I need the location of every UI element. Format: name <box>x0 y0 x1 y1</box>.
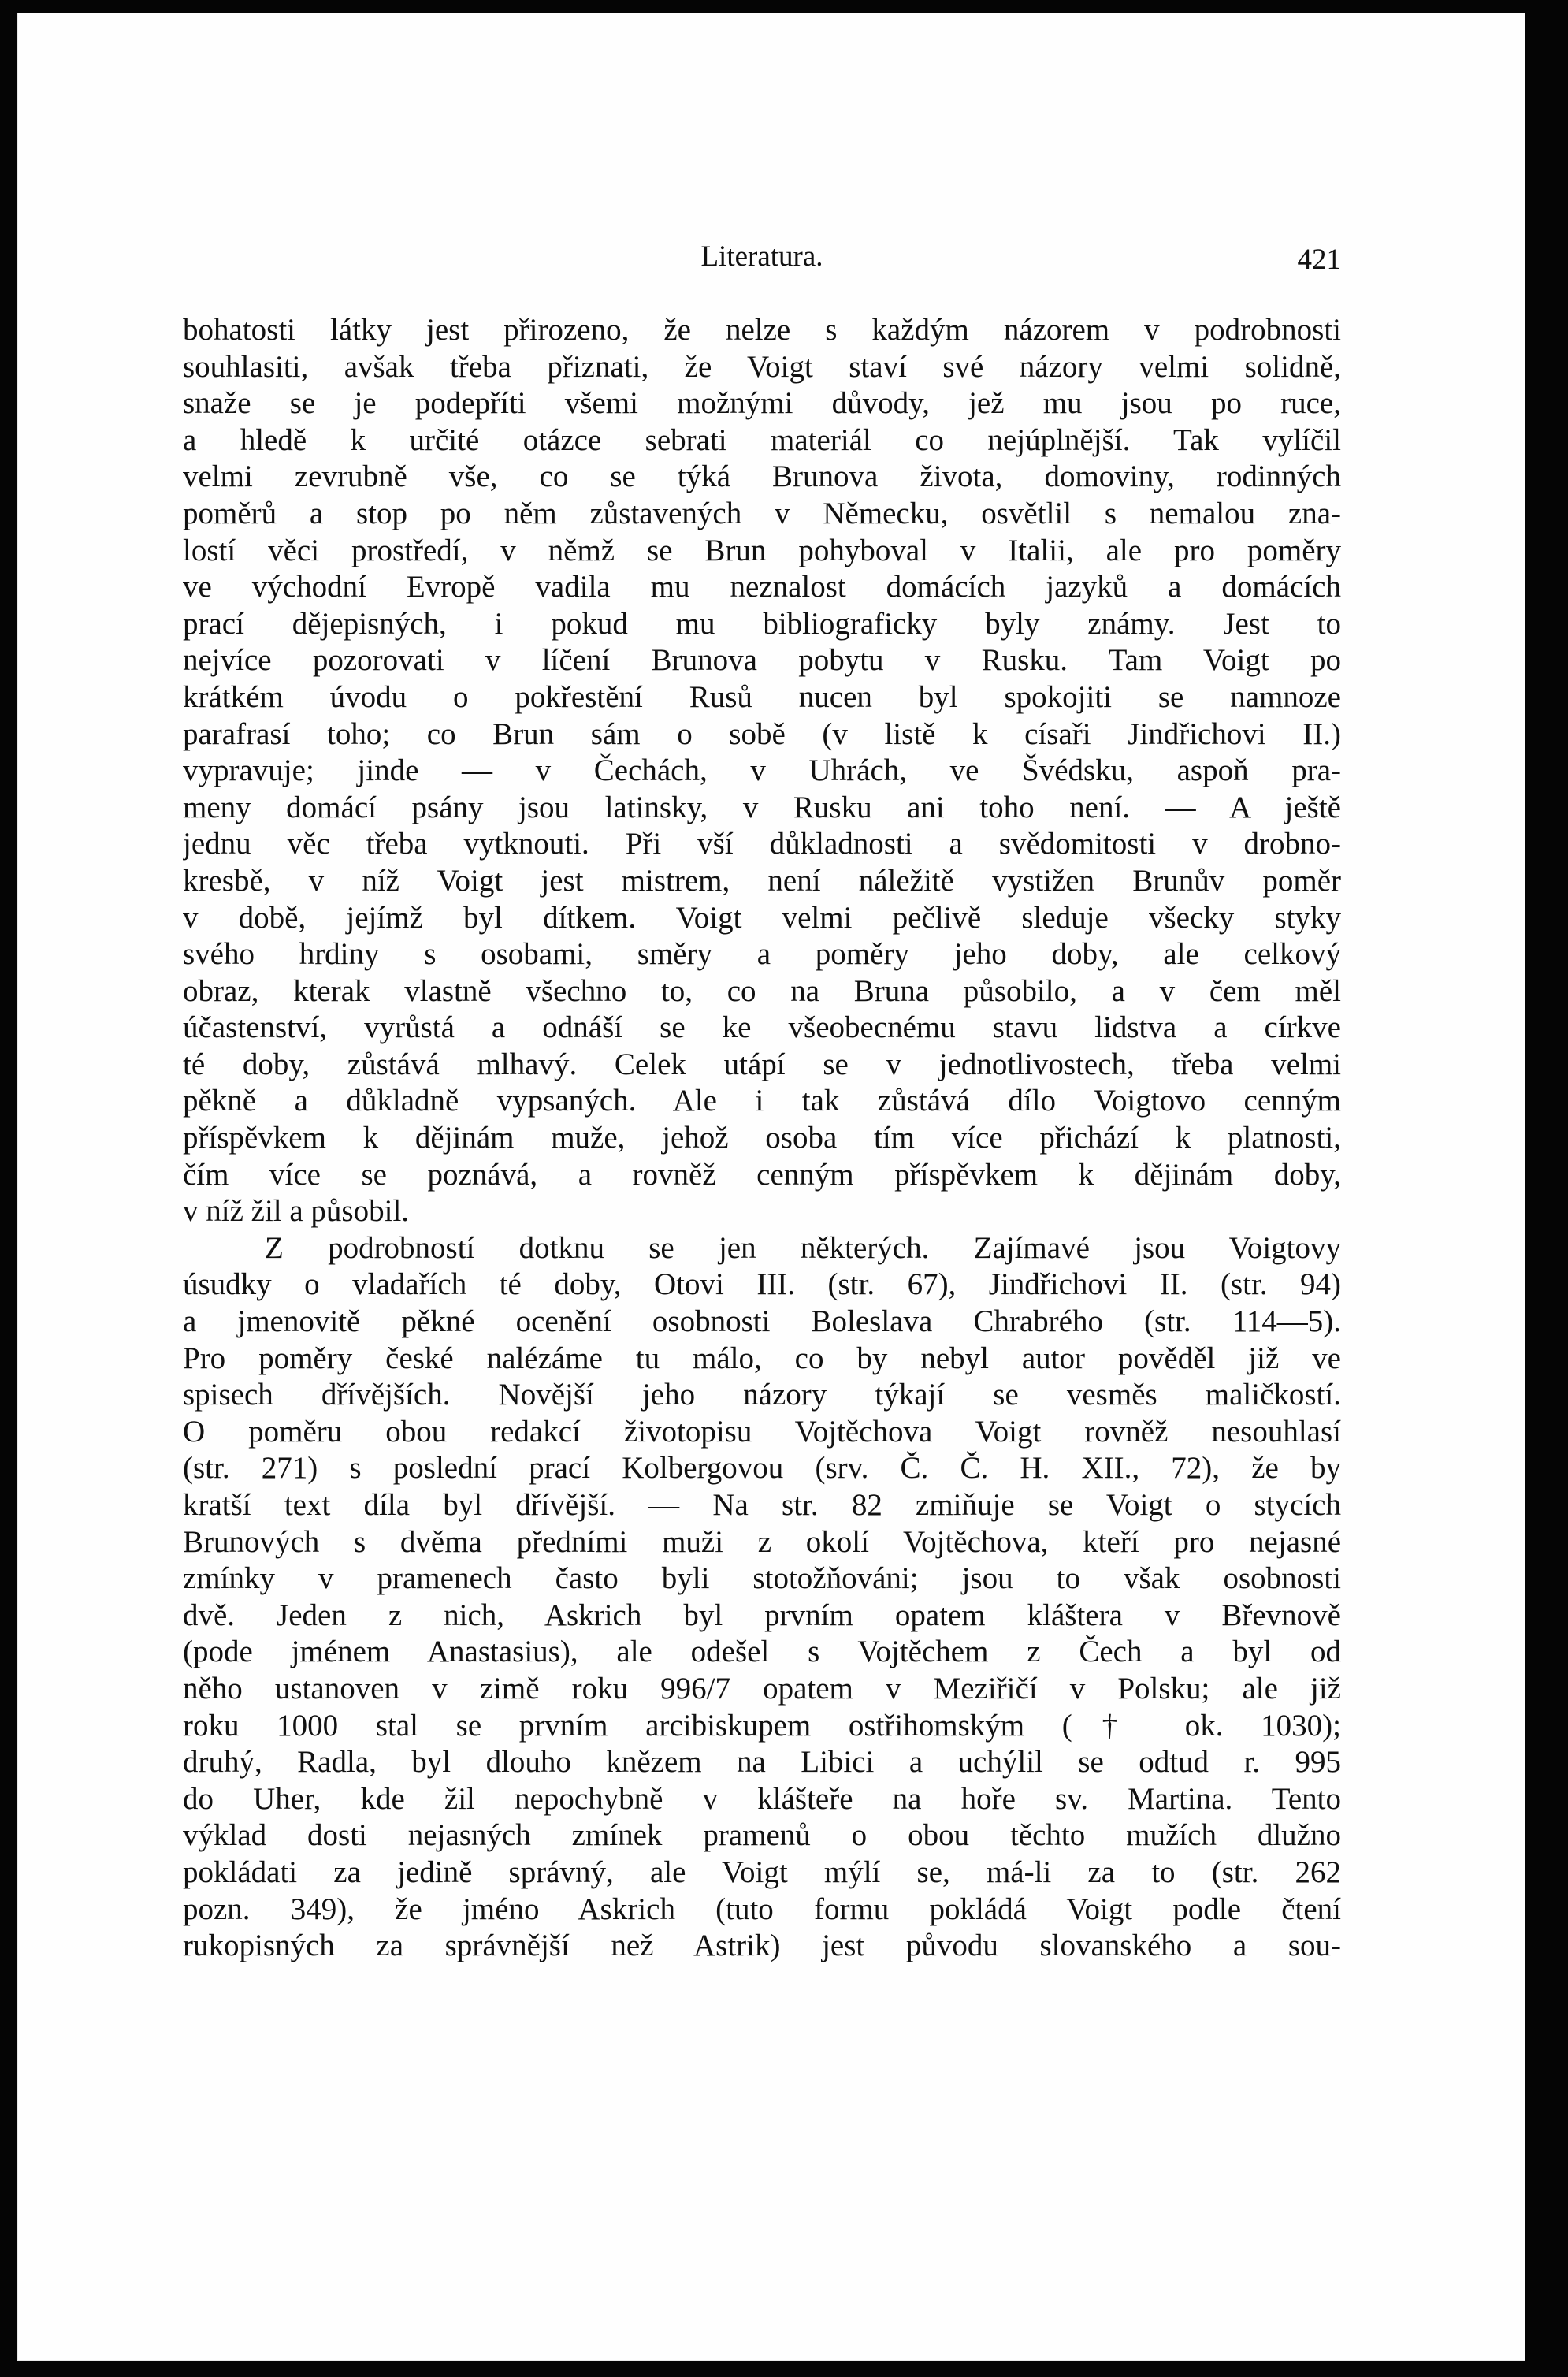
text-line: kratší text díla byl dřívější. — Na str. 82 zmiňuje se Voigt o stycích <box>183 1488 1341 1522</box>
text-line: lostí věci prostředí, v němž se Brun pohyboval v Italii, ale pro poměry <box>183 533 1341 567</box>
text-line: pokládati za jedině správný, ale Voigt mýlí se, má-li za to (str. 262 <box>183 1854 1341 1889</box>
body-text <box>183 312 1341 1965</box>
text-line: dvě. Jeden z nich, Askrich byl prvním opatem kláštera v Břevnově <box>183 1598 1341 1632</box>
text-line: Brunových s dvěma předními muži z okolí Vojtěchova, kteří pro nejasné <box>183 1524 1341 1559</box>
text-line: čím více se poznává, a rovněž cenným příspěvkem k dějinám doby, <box>183 1157 1341 1192</box>
text-line: spisech dřívějších. Novější jeho názory týkají se vesměs maličkostí. <box>183 1378 1341 1412</box>
text-line: ve východní Evropě vadila mu neznalost domácích jazyků a domácích <box>183 570 1341 604</box>
text-line: nejvíce pozorovati v líčení Brunova pobytu v Rusku. Tam Voigt po <box>183 643 1341 678</box>
page-header <box>183 235 1341 282</box>
paragraph-end-line: v níž žil a působil. <box>183 1194 410 1229</box>
text-line: příspěvkem k dějinám muže, jehož osoba tím více přichází k platnosti, <box>183 1121 1341 1155</box>
text-line: roku 1000 stal se prvním arcibiskupem ostřihomským († ok. 1030); <box>183 1708 1341 1743</box>
book-page <box>17 13 1525 2361</box>
text-line: do Uher, kde žil nepochybně v klášteře na hoře sv. Martina. Tento <box>183 1781 1341 1816</box>
text-line: krátkém úvodu o pokřestění Rusů nucen byl spokojiti se namnoze <box>183 679 1341 714</box>
text-line: prací dějepisných, i pokud mu bibliograficky byly známy. Jest to <box>183 606 1341 641</box>
text-line: rukopisných za správnější než Astrik) jest původu slovanského a sou- <box>183 1929 1341 1963</box>
text-line: snaže se je podepříti všemi možnými důvody, jež mu jsou po ruce, <box>183 386 1341 421</box>
text-line: velmi zevrubně vše, co se týká Brunova života, domoviny, rodinných <box>183 459 1341 494</box>
text-line: vypravuje; jinde — v Čechách, v Uhrách, ve Švédsku, aspoň pra- <box>183 753 1341 788</box>
page-number: 421 <box>1297 244 1341 276</box>
text-line: a hledě k určité otázce sebrati materiál co nejúplnější. Tak vylíčil <box>183 422 1341 457</box>
text-line: poměrů a stop po něm zůstavených v Německu, osvětlil s nemalou zna- <box>183 496 1341 530</box>
text-line: obraz, kterak vlastně všechno to, co na Bruna působilo, a v čem měl <box>183 973 1341 1008</box>
text-line: výklad dosti nejasných zmínek pramenů o obou těchto mužích dlužno <box>183 1818 1341 1853</box>
text-line: pozn. 349), že jméno Askrich (tuto formu pokládá Voigt podle čtení <box>183 1892 1341 1926</box>
text-line: meny domácí psány jsou latinsky, v Rusku ani toho není. — A ještě <box>183 790 1341 824</box>
text-line: souhlasiti, avšak třeba přiznati, že Voigt staví své názory velmi solidně, <box>183 349 1341 384</box>
text-line: druhý, Radla, byl dlouho knězem na Libici a uchýlil se odtud r. 995 <box>183 1745 1341 1780</box>
text-line: kresbě, v níž Voigt jest mistrem, není náležitě vystižen Brunův poměr <box>183 863 1341 898</box>
text-line: zmínky v pramenech často byli stotožňováni; jsou to však osobnosti <box>183 1561 1341 1596</box>
text-line: O poměru obou redakcí životopisu Vojtěchova Voigt rovněž nesouhlasí <box>183 1414 1341 1449</box>
running-title: Literatura. <box>700 240 823 273</box>
text-line: pěkně a důkladně vypsaných. Ale i tak zůstává dílo Voigtovo cenným <box>183 1084 1341 1118</box>
text-line: účastenství, vyrůstá a odnáší se ke všeobecnému stavu lidstva a církve <box>183 1010 1341 1045</box>
text-line: Pro poměry české nalézáme tu málo, co by nebyl autor pověděl již ve <box>183 1341 1341 1375</box>
text-line: jednu věc třeba vytknouti. Při vší důkladnosti a svědomitosti v drobno- <box>183 827 1341 861</box>
text-line: svého hrdiny s osobami, směry a poměry jeho doby, ale celkový <box>183 937 1341 972</box>
paragraph-start-line: Z podrobností dotknu se jen některých. Zajímavé jsou Voigtovy <box>265 1230 1341 1265</box>
text-line: a jmenovitě pěkné ocenění osobnosti Boleslava Chrabrého (str. 114—5). <box>183 1304 1341 1339</box>
text-line: něho ustanoven v zimě roku 996/7 opatem v Meziřičí v Polsku; ale již <box>183 1671 1341 1706</box>
text-line: úsudky o vladařích té doby, Otovi III. (str. 67), Jindřichovi II. (str. 94) <box>183 1267 1341 1302</box>
text-line: bohatosti látky jest přirozeno, že nelze s každým názorem v podrobnosti <box>183 313 1341 347</box>
text-line: té doby, zůstává mlhavý. Celek utápí se v jednotlivostech, třeba velmi <box>183 1047 1341 1081</box>
text-line: parafrasí toho; co Brun sám o sobě (v listě k císaři Jindřichovi II.) <box>183 716 1341 751</box>
text-line: v době, jejímž byl dítkem. Voigt velmi pečlivě sleduje všecky styky <box>183 900 1341 935</box>
text-line: (str. 271) s poslední prací Kolbergovou (srv. Č. Č. H. XII., 72), že by <box>183 1451 1341 1486</box>
text-line: (pode jménem Anastasius), ale odešel s Vojtěchem z Čech a byl od <box>183 1635 1341 1669</box>
